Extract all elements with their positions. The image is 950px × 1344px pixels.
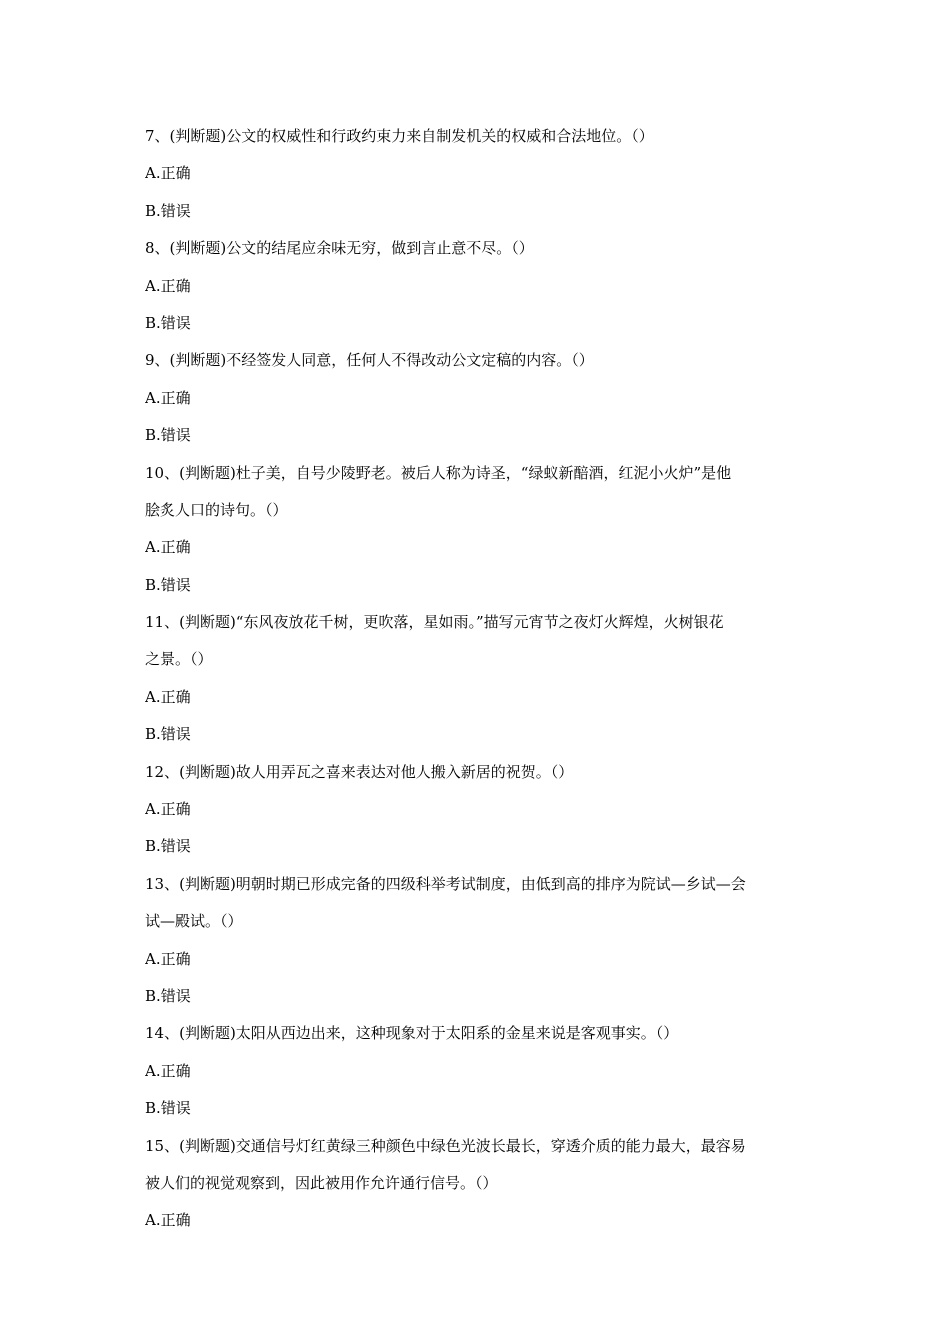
option-a: A.正确 <box>145 276 191 295</box>
option-a: A.正确 <box>145 1211 191 1230</box>
question-text-continued: 之景。（） <box>145 650 213 669</box>
option-b: B.错误 <box>145 426 191 445</box>
question-text: 12、(判断题)故人用弄瓦之喜来表达对他人搬入新居的祝贺。（） <box>145 762 574 781</box>
option-b: B.错误 <box>145 575 191 594</box>
option-a: A.正确 <box>145 164 191 183</box>
document-page <box>145 118 810 1240</box>
option-a: A.正确 <box>145 1061 191 1080</box>
option-a: A.正确 <box>145 388 191 407</box>
question-text: 9、(判断题)不经签发人同意，任何人不得改动公文定稿的内容。（） <box>145 351 594 370</box>
question-text-continued: 脍炙人口的诗句。（） <box>145 500 288 519</box>
question-9 <box>145 342 810 454</box>
question-text: 7、(判断题)公文的权威性和行政约束力来自制发机关的权威和合法地位。（） <box>145 127 654 145</box>
question-13 <box>145 866 810 1016</box>
option-b: B.错误 <box>145 313 191 332</box>
option-b: B.错误 <box>145 201 191 220</box>
option-a: A.正确 <box>145 800 191 819</box>
option-b: B.错误 <box>145 986 191 1005</box>
question-text: 8、(判断题)公文的结尾应余味无穷，做到言止意不尽。（） <box>145 239 534 258</box>
question-text: 14、(判断题)太阳从西边出来，这种现象对于太阳系的金星来说是客观事实。（） <box>145 1024 679 1043</box>
question-text: 11、(判断题)“东风夜放花千树，更吹落，星如雨。”描写元宵节之夜灯火辉煌，火树银花 <box>145 613 724 632</box>
question-15 <box>145 1128 810 1240</box>
option-b: B.错误 <box>145 1099 191 1118</box>
question-text-continued: 被人们的视觉观察到，因此被用作允许通行信号。（） <box>145 1173 498 1192</box>
question-text: 13、(判断题)明朝时期已形成完备的四级科举考试制度，由低到高的排序为院试—乡试—会 <box>145 874 746 893</box>
question-10 <box>145 455 810 605</box>
question-text-continued: 试—殿试。（） <box>145 912 243 931</box>
question-8 <box>145 230 810 342</box>
option-a: A.正确 <box>145 538 191 557</box>
option-a: A.正确 <box>145 687 191 706</box>
option-b: B.错误 <box>145 837 191 856</box>
question-12 <box>145 754 810 866</box>
question-14 <box>145 1015 810 1127</box>
question-7 <box>145 118 810 230</box>
option-a: A.正确 <box>145 949 191 968</box>
question-text: 10、(判断题)杜子美，自号少陵野老。被后人称为诗圣，“绿蚁新醅酒，红泥小火炉”是他 <box>145 463 732 482</box>
option-b: B.错误 <box>145 725 191 744</box>
question-text: 15、(判断题)交通信号灯红黄绿三种颜色中绿色光波长最长，穿透介质的能力最大，最容易 <box>145 1136 746 1155</box>
question-11 <box>145 604 810 754</box>
